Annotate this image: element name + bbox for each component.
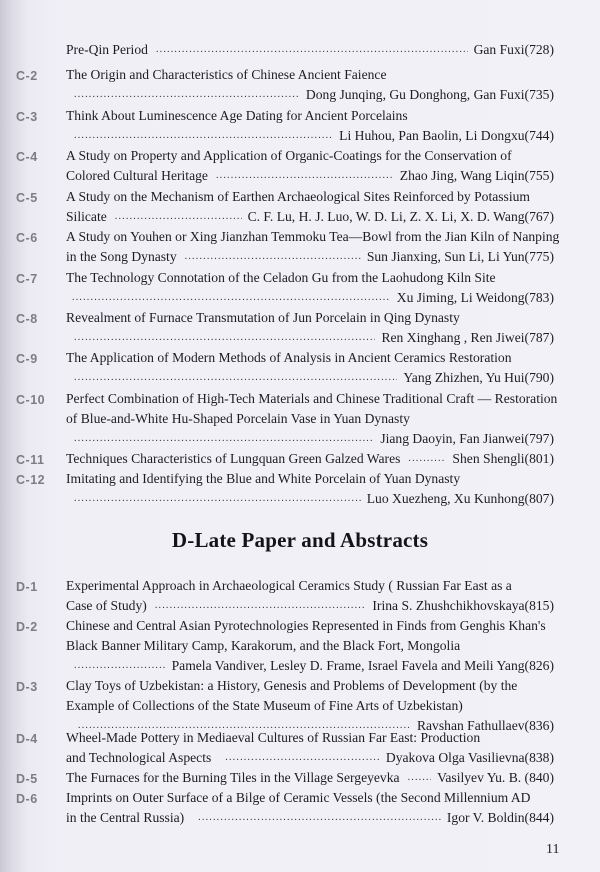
entry-authors: Dong Junqing, Gu Donghong, Gan Fuxi(735) — [305, 87, 554, 102]
dot-leader — [74, 429, 374, 449]
dot-leader — [408, 449, 446, 469]
entry-title: The Origin and Characteristics of Chinese Ancient Faience — [66, 67, 387, 82]
dot-leader — [185, 247, 361, 267]
entry-title-line-1: Wheel-Made Pottery in Mediaeval Cultures of Russian Far East: Production — [66, 730, 481, 745]
entry-authors: Igor V. Boldin(844) — [446, 810, 554, 825]
dot-leader — [155, 596, 367, 616]
dot-leader — [156, 40, 468, 60]
entry-title-line-1: A Study on Property and Application of Organic-Coatings for the Conservation of — [66, 148, 512, 163]
dot-leader — [74, 368, 397, 388]
entry-label: C-4 — [16, 150, 38, 164]
entry-title-line-1: Imprints on Outer Surface of a Bilge of Ceramic Vessels (the Second Millennium AD — [66, 790, 531, 805]
entry-title: The Application of Modern Methods of Analysis in Ancient Ceramics Restoration — [66, 350, 512, 365]
entry-label: D-4 — [16, 732, 38, 746]
page-number: 11 — [546, 842, 560, 857]
entry-authors: Sun Jianxing, Sun Li, Li Yun(775) — [366, 249, 554, 264]
entry-authors: Irina S. Zhushchikhovskaya(815) — [372, 598, 554, 613]
dot-leader — [408, 768, 432, 788]
entry-authors: Gan Fuxi(728) — [473, 42, 554, 57]
entry-label: C-9 — [16, 352, 38, 366]
entry-label: C-10 — [16, 393, 46, 407]
dot-leader — [225, 748, 380, 768]
entry-authors: Jiang Daoyin, Fan Jianwei(797) — [380, 431, 554, 446]
entry-label: D-3 — [16, 680, 38, 694]
entry-title: The Furnaces for the Burning Tiles in the Village Sergeyevka — [66, 770, 400, 785]
entry-title-line-2: Silicate — [66, 209, 107, 224]
entry-title-line-1: A Study on Youhen or Xing Jianzhan Temmoku Tea—Bowl from the Jian Kiln of Nanping — [66, 229, 560, 244]
entry-authors: Yang Zhizhen, Yu Hui(790) — [403, 370, 554, 385]
entry-authors: Vasilyev Yu. B. (840) — [437, 770, 554, 785]
dot-leader — [74, 85, 300, 105]
entry-label: C-3 — [16, 110, 38, 124]
entry-label: C-7 — [16, 272, 38, 286]
entry-authors: Dyakova Olga Vasilievna(838) — [385, 750, 554, 765]
entry-label: C-8 — [16, 312, 38, 326]
dot-leader — [216, 166, 394, 186]
entry-authors: Luo Xuezheng, Xu Kunhong(807) — [366, 491, 554, 506]
entry-title: Imitating and Identifying the Blue and White Porcelain of Yuan Dynasty — [66, 471, 461, 486]
entry-authors: Ravshan Fathullaev(836) — [416, 718, 554, 733]
dot-leader — [74, 489, 361, 509]
entry-authors: Li Huhou, Pan Baolin, Li Dongxu(744) — [339, 128, 554, 143]
entry-label: D-6 — [16, 792, 38, 806]
entry-title-line-1: A Study on the Mechanism of Earthen Archaeological Sites Reinforced by Potassium — [66, 189, 530, 204]
entry-title-line-1: Perfect Combination of High-Tech Materials and Chinese Traditional Craft — Restoration — [66, 391, 558, 406]
entry-title-line-2: Black Banner Military Camp, Karakorum, and the Black Fort, Mongolia — [66, 638, 461, 653]
entry-label: D-1 — [16, 580, 38, 594]
dot-leader — [74, 328, 375, 348]
entry-title: Pre-Qin Period — [66, 42, 148, 57]
dot-leader — [198, 808, 441, 828]
entry-title-line-1: Chinese and Central Asian Pyrotechnologies Represented in Finds from Genghis Khan's — [66, 618, 546, 633]
entry-title-line-2: Colored Cultural Heritage — [66, 168, 208, 183]
entry-title: Techniques Characteristics of Lungquan Green Galzed Wares — [66, 451, 401, 466]
entry-title-line-1: Experimental Approach in Archaeological Ceramics Study ( Russian Far East as a — [66, 578, 512, 593]
entry-authors: Pamela Vandiver, Lesley D. Frame, Israel Favela and Meili Yang(826) — [171, 658, 554, 673]
entry-label: D-5 — [16, 772, 38, 786]
entry-authors: Shen Shengli(801) — [452, 451, 554, 466]
entry-authors: Ren Xinghang , Ren Jiwei(787) — [381, 330, 554, 345]
entry-title-line-2: of Blue-and-White Hu-Shaped Porcelain Vase in Yuan Dynasty — [66, 411, 410, 426]
entry-authors: Xu Jiming, Li Weidong(783) — [396, 290, 554, 305]
entry-label: C-5 — [16, 191, 38, 205]
section-heading: D-Late Paper and Abstracts — [171, 528, 429, 552]
entry-title-line-2: Case of Study) — [66, 598, 147, 613]
entry-label: C-12 — [16, 473, 46, 487]
dot-leader — [74, 656, 166, 676]
entry-title: Think About Luminescence Age Dating for Ancient Porcelains — [66, 108, 408, 123]
dot-leader — [115, 207, 242, 227]
dot-leader — [74, 126, 333, 146]
entry-title-line-2: and Technological Aspects — [66, 750, 212, 765]
entry-title-line-2: in the Song Dynasty — [66, 249, 177, 264]
entry-label: C-2 — [16, 69, 38, 83]
entry-title: The Technology Connotation of the Celadon Gu from the Laohudong Kiln Site — [66, 270, 496, 285]
entry-title-line-1: Clay Toys of Uzbekistan: a History, Genesis and Problems of Development (by the — [66, 678, 518, 693]
dot-leader — [72, 288, 391, 308]
entry-label: D-2 — [16, 620, 38, 634]
entry-authors: C. F. Lu, H. J. Luo, W. D. Li, Z. X. Li, X. D. Wang(767) — [247, 209, 554, 224]
entry-label: C-6 — [16, 231, 38, 245]
entry-title: Revealment of Furnace Transmutation of Jun Porcelain in Qing Dynasty — [66, 310, 460, 325]
entry-authors: Zhao Jing, Wang Liqin(755) — [399, 168, 554, 183]
entry-label: C-11 — [16, 453, 45, 467]
entry-title-line-2: Example of Collections of the State Museum of Fine Arts of Uzbekistan) — [66, 698, 463, 713]
entry-title-line-2: in the Central Russia) — [66, 810, 185, 825]
